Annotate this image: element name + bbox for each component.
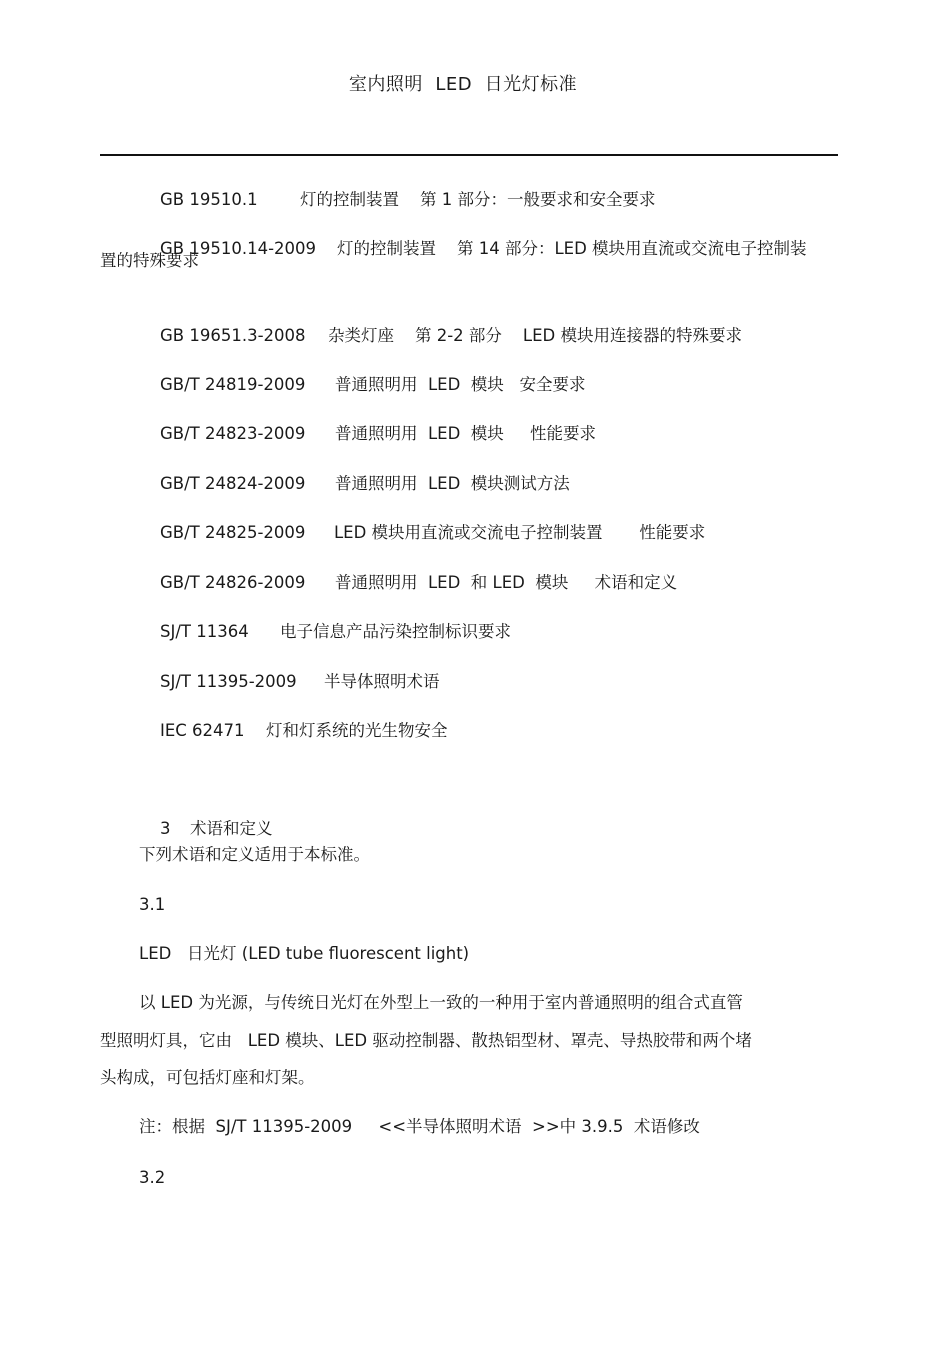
section-title: 术语和定义 xyxy=(189,819,273,838)
document-title: 室内照明 LED 日光灯标准 xyxy=(348,74,578,95)
definition-note: 注：根据 SJ/T 11395-2009 <<半导体照明术语 >>中 3.9.5 术语修改 xyxy=(139,1117,700,1136)
reference-code: GB 19651.3-2008 xyxy=(159,326,306,345)
reference-code: GB/T 24823-2009 xyxy=(159,424,306,443)
section-intro: 下列术语和定义适用于本标准。 xyxy=(139,845,370,864)
reference-code: GB/T 24826-2009 xyxy=(159,573,306,592)
reference-code: GB 19510.14-2009 xyxy=(159,239,317,258)
reference-code: GB 19510.1 xyxy=(159,190,258,209)
title-divider xyxy=(100,154,838,156)
reference-text: 普通照明用 LED 和 LED 模块 术语和定义 xyxy=(334,573,678,592)
reference-text: 半导体照明术语 xyxy=(323,672,440,691)
reference-item xyxy=(139,695,447,767)
reference-code: GB/T 24819-2009 xyxy=(159,375,306,394)
definition-line: 头构成，可包括灯座和灯架。 xyxy=(100,1068,315,1087)
reference-text: 普通照明用 LED 模块 性能要求 xyxy=(334,424,597,443)
reference-code: GB/T 24825-2009 xyxy=(159,523,306,542)
reference-text: 普通照明用 LED 模块测试方法 xyxy=(334,474,570,493)
reference-code: IEC 62471 xyxy=(159,721,245,740)
section-number: 3 xyxy=(159,819,171,838)
definition-line: 型照明灯具，它由 LED 模块、LED 驱动控制器、散热铝型材、罩壳、导热胶带和两个堵 xyxy=(100,1031,752,1050)
reference-text: 杂类灯座 第 2-2 部分 LED 模块用连接器的特殊要求 xyxy=(327,326,742,345)
reference-code: SJ/T 11364 xyxy=(159,622,249,641)
reference-text: 电子信息产品污染控制标识要求 xyxy=(279,622,511,641)
term-title: LED 日光灯 (LED tube fluorescent light) xyxy=(139,944,470,963)
clause-number: 3.1 xyxy=(139,895,166,914)
reference-continuation: 置的特殊要求 xyxy=(100,251,199,270)
reference-text: 普通照明用 LED 模块 安全要求 xyxy=(334,375,586,394)
reference-code: SJ/T 11395-2009 xyxy=(159,672,297,691)
reference-text: 灯和灯系统的光生物安全 xyxy=(265,721,448,740)
definition-line: 以 LED 为光源，与传统日光灯在外型上一致的一种用于室内普通照明的组合式直管 xyxy=(139,993,743,1012)
reference-item xyxy=(139,213,807,285)
reference-text: 灯的控制装置 第 14 部分：LED 模块用直流或交流电子控制装 xyxy=(336,239,807,258)
reference-text: LED 模块用直流或交流电子控制装置 性能要求 xyxy=(333,523,706,542)
clause-number: 3.2 xyxy=(139,1168,166,1187)
reference-text: 灯的控制装置 第 1 部分：一般要求和安全要求 xyxy=(299,190,656,209)
reference-code: GB/T 24824-2009 xyxy=(159,474,306,493)
